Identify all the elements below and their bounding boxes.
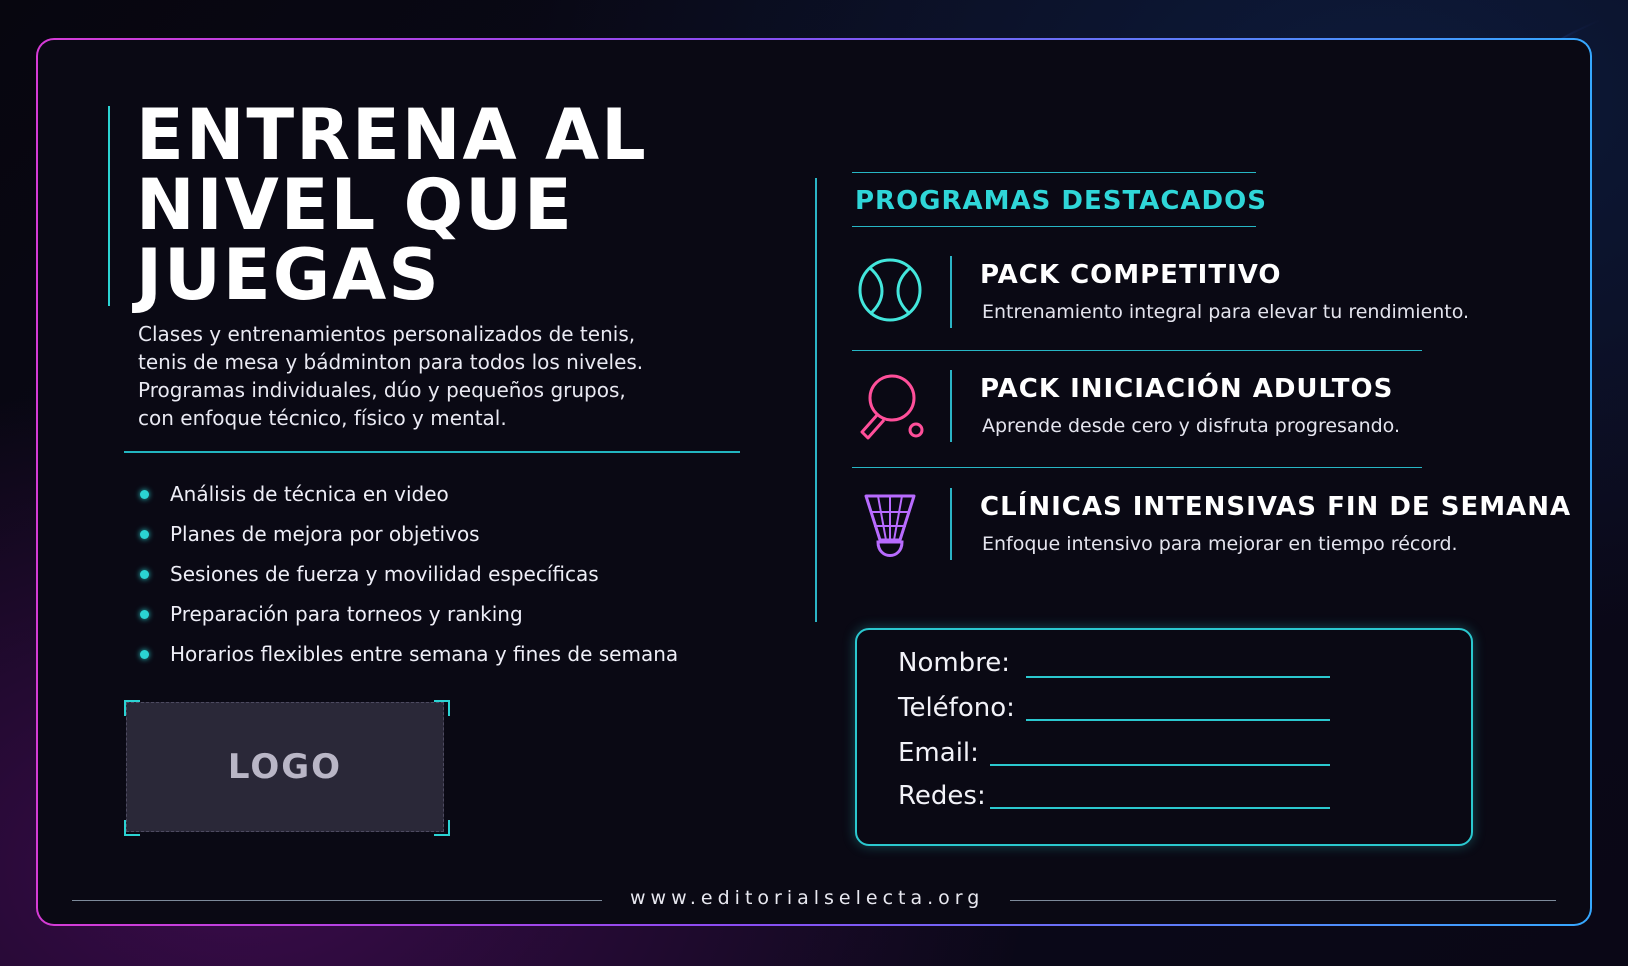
bullet-dot-icon	[140, 570, 149, 579]
social-field[interactable]	[990, 807, 1330, 809]
feature-item: Planes de mejora por objetivos	[138, 514, 678, 554]
name-field[interactable]	[1026, 676, 1330, 678]
logo-label: LOGO	[227, 747, 343, 787]
logo-placeholder	[126, 702, 444, 832]
social-field-label: Redes:	[898, 781, 986, 811]
bullet-dot-icon	[140, 530, 149, 539]
program-description: Entrenamiento integral para elevar tu rendimiento.	[982, 301, 1470, 323]
feature-item: Horarios flexibles entre semana y fines de semana	[138, 634, 678, 674]
bullet-dot-icon	[140, 610, 149, 619]
programs-heading-rule	[852, 172, 1256, 173]
tennis-ball-icon	[852, 256, 928, 332]
feature-item: Análisis de técnica en video	[138, 474, 678, 514]
ping-pong-paddle-icon	[852, 370, 928, 446]
headline-line: NIVEL QUE	[136, 164, 574, 246]
headline-line: JUEGAS	[136, 234, 441, 316]
feature-item: Preparación para torneos y ranking	[138, 594, 678, 634]
title-accent-bar	[108, 106, 110, 306]
bullet-dot-icon	[140, 490, 149, 499]
program-item-iniciacion	[852, 370, 1422, 480]
description-line: con enfoque técnico, físico y mental.	[138, 406, 507, 430]
feature-item: Sesiones de fuerza y movilidad específicas	[138, 554, 678, 594]
phone-field-label: Teléfono:	[898, 693, 1015, 723]
corner-bracket	[124, 820, 140, 836]
column-divider	[815, 178, 817, 622]
description-line: tenis de mesa y bádminton para todos los niveles.	[138, 350, 644, 374]
email-field[interactable]	[990, 764, 1330, 766]
description-line: Programas individuales, dúo y pequeños grupos,	[138, 378, 626, 402]
corner-bracket	[124, 700, 140, 716]
phone-field[interactable]	[1026, 719, 1330, 721]
program-separator	[852, 467, 1422, 468]
program-title: CLÍNICAS INTENSIVAS FIN DE SEMANA	[980, 492, 1572, 522]
programs-heading: PROGRAMAS DESTACADOS	[855, 186, 1267, 216]
corner-bracket	[434, 820, 450, 836]
email-field-label: Email:	[898, 738, 979, 768]
shuttlecock-icon	[852, 488, 928, 564]
footer-rule	[72, 900, 602, 901]
name-field-label: Nombre:	[898, 648, 1011, 678]
headline	[136, 94, 648, 316]
feature-list	[138, 474, 678, 674]
program-divider	[950, 256, 952, 328]
program-item-clinicas	[852, 488, 1572, 598]
bullet-dot-icon	[140, 650, 149, 659]
footer-rule	[1010, 900, 1556, 901]
program-description: Enfoque intensivo para mejorar en tiempo récord.	[982, 533, 1458, 555]
programs-heading-rule	[852, 226, 1256, 227]
program-separator	[852, 350, 1422, 351]
website-url[interactable]: www.editorialselecta.org	[630, 887, 985, 909]
program-description: Aprende desde cero y disfruta progresando.	[982, 415, 1400, 437]
headline-line: ENTRENA AL	[136, 94, 648, 176]
program-title: PACK COMPETITIVO	[980, 260, 1282, 290]
divider	[124, 451, 740, 453]
program-divider	[950, 370, 952, 442]
description	[138, 320, 698, 432]
description-line: Clases y entrenamientos personalizados de tenis,	[138, 322, 636, 346]
program-divider	[950, 488, 952, 560]
corner-bracket	[434, 700, 450, 716]
program-title: PACK INICIACIÓN ADULTOS	[980, 374, 1394, 404]
